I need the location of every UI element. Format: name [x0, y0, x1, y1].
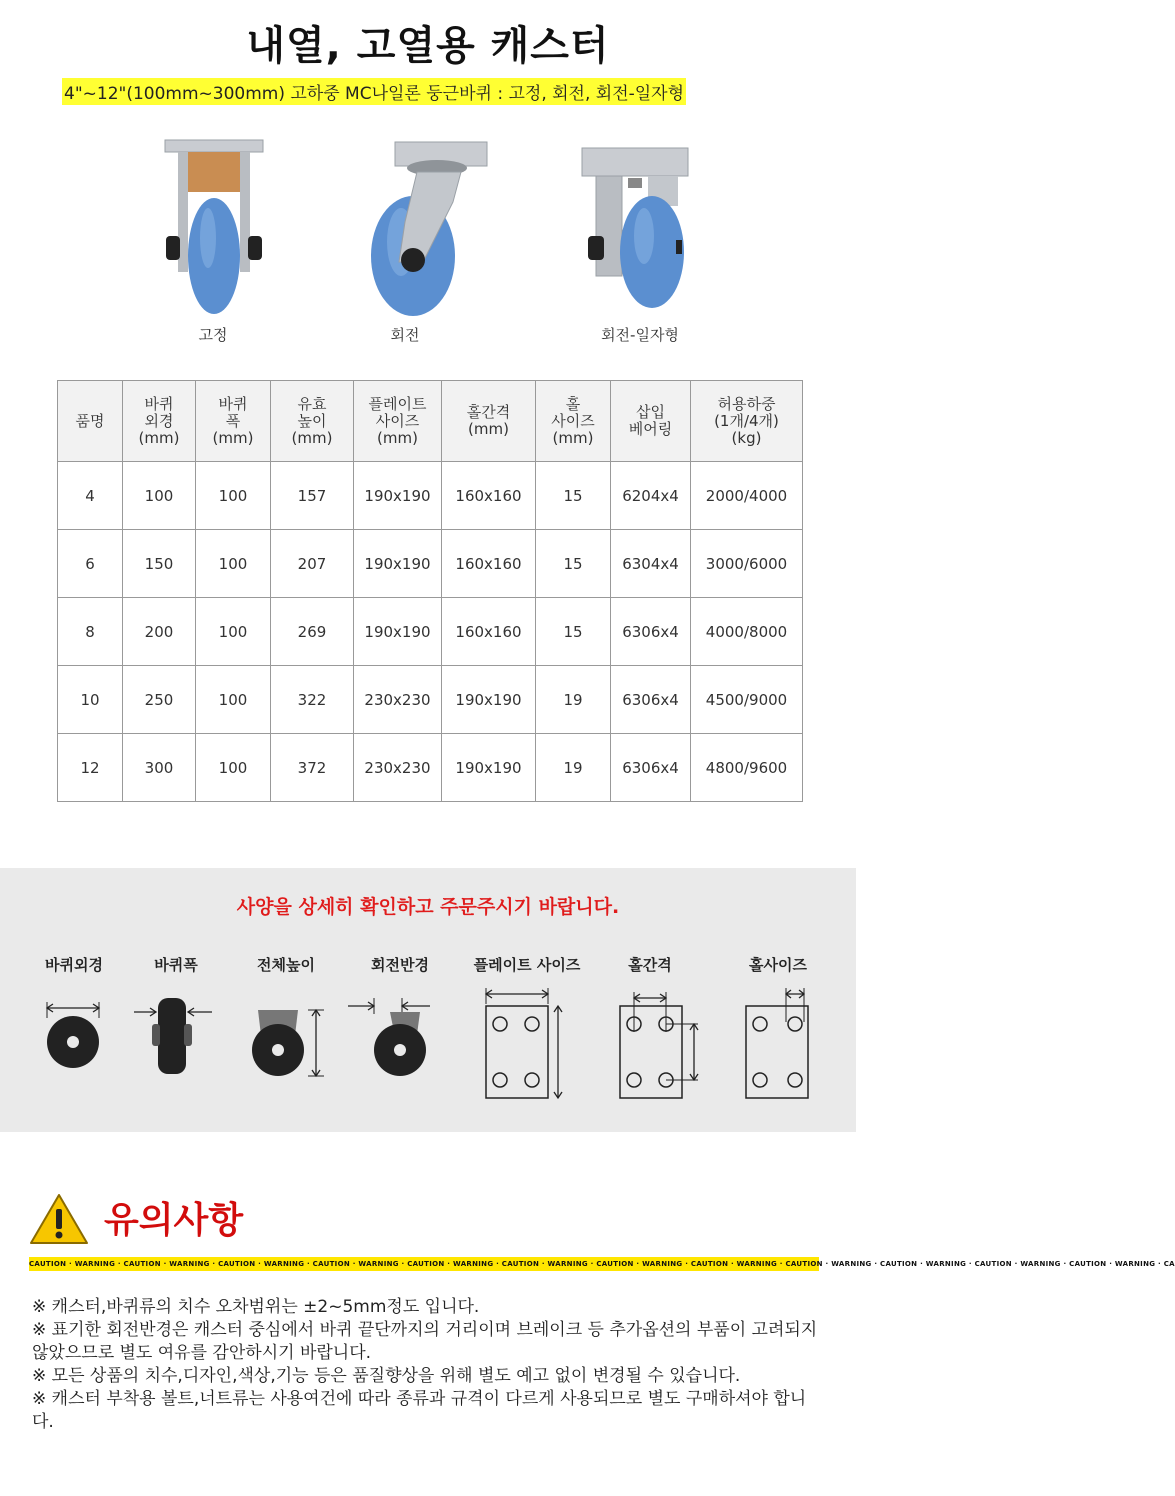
table-cell: 15 [536, 462, 611, 530]
hole-size-icon [738, 988, 818, 1104]
notice-title: 유의사항 [104, 1200, 244, 1241]
dim-label-plate-size: 플레이트 사이즈 [473, 956, 581, 974]
table-cell: 372 [271, 734, 354, 802]
table-cell: 3000/6000 [691, 530, 803, 598]
table-cell: 4800/9600 [691, 734, 803, 802]
table-cell: 160x160 [442, 462, 536, 530]
table-cell: 200 [123, 598, 196, 666]
table-cell: 15 [536, 598, 611, 666]
table-cell: 4500/9000 [691, 666, 803, 734]
table-cell: 300 [123, 734, 196, 802]
table-header-cell: 홀간격 (mm) [442, 381, 536, 462]
dim-label-hole-size: 홀사이즈 [749, 956, 807, 974]
table-cell: 6306x4 [611, 666, 691, 734]
table-cell: 19 [536, 666, 611, 734]
table-cell: 207 [271, 530, 354, 598]
swivel-caster-photo [365, 142, 495, 322]
swivel-straight-caster-photo [578, 144, 698, 314]
table-cell: 12 [58, 734, 123, 802]
wheel-diameter-icon [40, 998, 110, 1078]
table-cell: 6306x4 [611, 598, 691, 666]
table-row [58, 462, 803, 530]
table-header-row [58, 381, 803, 462]
table-cell: 190x190 [354, 530, 442, 598]
dim-label-hole-spacing: 홀간격 [628, 956, 672, 974]
table-row [58, 530, 803, 598]
swivel-radius-icon [346, 992, 436, 1082]
table-cell: 322 [271, 666, 354, 734]
product-photos [0, 130, 856, 350]
table-cell: 2000/4000 [691, 462, 803, 530]
wheel-width-icon [130, 996, 220, 1080]
table-row [58, 598, 803, 666]
table-cell: 8 [58, 598, 123, 666]
table-row [58, 734, 803, 802]
dimension-guide [0, 868, 856, 1132]
table-cell: 190x190 [442, 734, 536, 802]
dim-label-swivel-radius: 회전반경 [371, 956, 429, 974]
spec-table [57, 380, 803, 802]
dimension-guide-heading: 사양을 상세히 확인하고 주문주시기 바랍니다. [236, 896, 620, 918]
table-cell: 190x190 [354, 598, 442, 666]
table-header-cell: 품명 [58, 381, 123, 462]
table-cell: 250 [123, 666, 196, 734]
table-cell: 190x190 [442, 666, 536, 734]
table-cell: 160x160 [442, 598, 536, 666]
photo-label-fixed: 고정 [198, 326, 228, 344]
table-cell: 6304x4 [611, 530, 691, 598]
table-cell: 157 [271, 462, 354, 530]
table-header-cell: 바퀴 폭 (mm) [196, 381, 271, 462]
table-cell: 6 [58, 530, 123, 598]
dim-label-wheel-width: 바퀴폭 [154, 956, 198, 974]
hole-spacing-icon [612, 992, 704, 1104]
notice-line: ※ 표기한 회전반경은 캐스터 중심에서 바퀴 끝단까지의 거리이며 브레이크 등 추가옵션의 부품이 고려되지 않았으므로 별도 여유를 감안하시기 바랍니다. [32, 1320, 818, 1363]
table-header-cell: 홀 사이즈 (mm) [536, 381, 611, 462]
table-header-cell: 허용하중 (1개/4개) (kg) [691, 381, 803, 462]
table-cell: 4000/8000 [691, 598, 803, 666]
table-cell: 269 [271, 598, 354, 666]
page-subtitle: 4"~12"(100mm~300mm) 고하중 MC나일론 둥근바퀴 : 고정, 회전, 회전-일자형 [62, 78, 686, 105]
table-cell: 6306x4 [611, 734, 691, 802]
dim-label-wheel-diameter: 바퀴외경 [45, 956, 103, 974]
table-header-cell: 유효 높이 (mm) [271, 381, 354, 462]
table-cell: 10 [58, 666, 123, 734]
notice-list [32, 1296, 822, 1434]
table-cell: 230x230 [354, 734, 442, 802]
table-cell: 160x160 [442, 530, 536, 598]
table-cell: 4 [58, 462, 123, 530]
plate-size-icon [478, 988, 568, 1104]
total-height-icon [248, 1008, 332, 1080]
table-header-cell: 바퀴 외경 (mm) [123, 381, 196, 462]
caution-tape: CAUTION · WARNING · CAUTION · WARNING · CAUTION · WARNING · CAUTION · WARNING · CAUTION · WARNING · CAUTION · WARNING · CAUTION · WARNING · CAUTION · WARNING · CAUTION · WARNING · CAUTION · WARNING · CAUTION · WARNING · CAUTION · WARNING · CA [29, 1257, 819, 1271]
dim-label-total-height: 전체높이 [257, 956, 315, 974]
table-header-cell: 삽입 베어링 [611, 381, 691, 462]
table-cell: 190x190 [354, 462, 442, 530]
table-cell: 6204x4 [611, 462, 691, 530]
notice-line: ※ 캐스터,바퀴류의 치수 오차범위는 ±2~5mm정도 입니다. [32, 1297, 480, 1317]
photo-label-swivel: 회전 [390, 326, 420, 344]
warning-icon [28, 1192, 90, 1246]
page-title: 내열, 고열용 캐스터 [246, 23, 610, 69]
table-cell: 100 [196, 666, 271, 734]
table-cell: 230x230 [354, 666, 442, 734]
fixed-caster-photo [160, 138, 270, 318]
table-cell: 100 [196, 530, 271, 598]
notice-line: ※ 캐스터 부착용 볼트,너트류는 사용여건에 따라 종류과 규격이 다르게 사용되므로 별도 구매하셔야 합니다. [32, 1389, 807, 1432]
table-cell: 100 [196, 462, 271, 530]
table-cell: 150 [123, 530, 196, 598]
table-header-cell: 플레이트 사이즈 (mm) [354, 381, 442, 462]
table-cell: 100 [196, 734, 271, 802]
table-cell: 15 [536, 530, 611, 598]
table-cell: 100 [123, 462, 196, 530]
table-row [58, 666, 803, 734]
photo-label-swivel-straight: 회전-일자형 [601, 326, 679, 344]
table-cell: 19 [536, 734, 611, 802]
notice-line: ※ 모든 상품의 치수,디자인,색상,기능 등은 품질향상을 위해 별도 예고 없이 변경될 수 있습니다. [32, 1366, 741, 1386]
table-cell: 100 [196, 598, 271, 666]
